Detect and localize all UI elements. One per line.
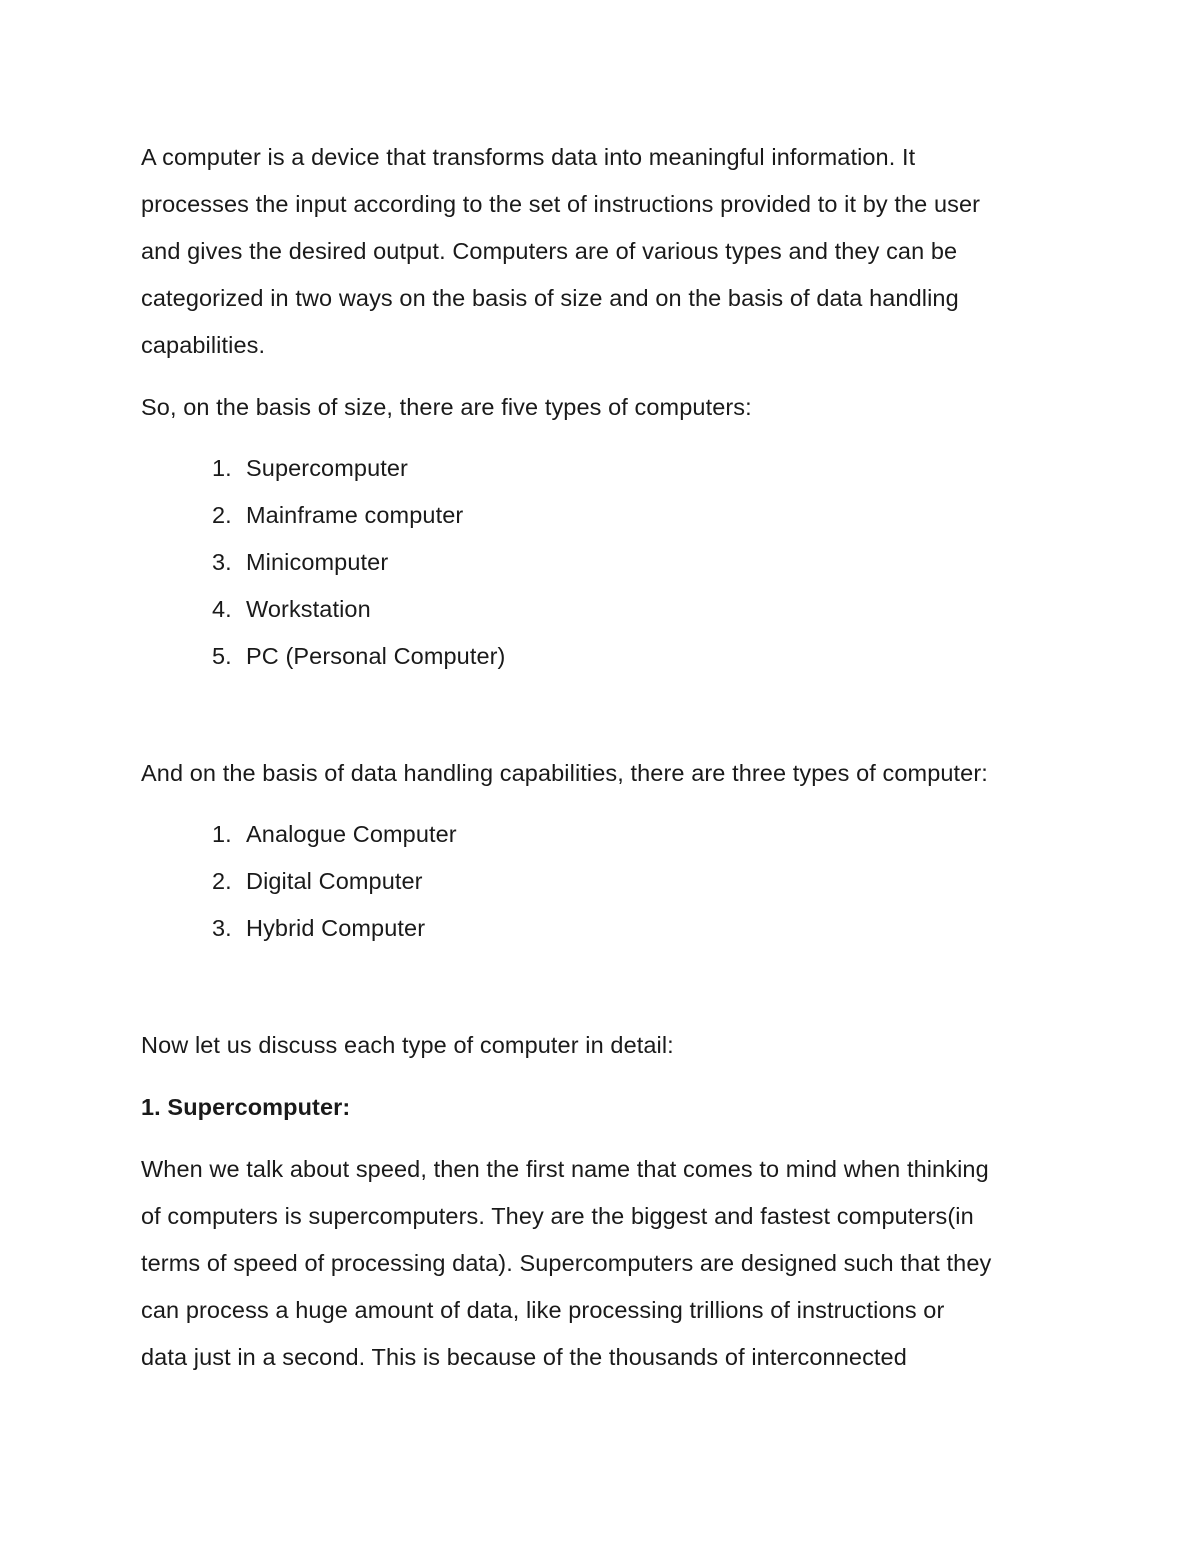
list-number: 3. <box>212 549 232 575</box>
list-number: 2. <box>212 502 232 528</box>
intro-line: A computer is a device that transforms data into meaningful information. It <box>141 144 916 170</box>
list-number: 3. <box>212 915 232 941</box>
list-number: 2. <box>212 868 232 894</box>
supercomputer-line: can process a huge amount of data, like processing trillions of instructions or <box>141 1297 945 1323</box>
list-item <box>141 492 1071 539</box>
supercomputer-line: data just in a second. This is because of the thousands of interconnected <box>141 1344 907 1370</box>
list-item <box>141 633 1071 680</box>
supercomputer-line: of computers is supercomputers. They are the biggest and fastest computers(in <box>141 1203 974 1229</box>
section-heading-supercomputer: 1. Supercomputer: <box>141 1094 351 1120</box>
list-item <box>141 811 1071 858</box>
list-number: 5. <box>212 643 232 669</box>
list-label: Hybrid Computer <box>246 915 426 941</box>
supercomputer-line: When we talk about speed, then the first name that comes to mind when thinking <box>141 1156 989 1182</box>
document-body <box>141 134 1071 1381</box>
intro-line: and gives the desired output. Computers are of various types and they can be <box>141 238 958 264</box>
list-label: Supercomputer <box>246 455 408 481</box>
data-handling-types-lead: And on the basis of data handling capabilities, there are three types of computer: <box>141 760 988 786</box>
list-number: 4. <box>212 596 232 622</box>
list-number: 1. <box>212 821 232 847</box>
list-label: Workstation <box>246 596 371 622</box>
list-label: Mainframe computer <box>246 502 464 528</box>
list-item <box>141 445 1071 492</box>
supercomputer-paragraph <box>141 1146 1071 1381</box>
list-item <box>141 858 1071 905</box>
size-types-lead: So, on the basis of size, there are five types of computers: <box>141 394 752 420</box>
list-label: Digital Computer <box>246 868 423 894</box>
list-label: Minicomputer <box>246 549 389 575</box>
list-label: PC (Personal Computer) <box>246 643 506 669</box>
list-item <box>141 539 1071 586</box>
intro-line: processes the input according to the set of instructions provided to it by the user <box>141 191 981 217</box>
data-handling-types-list <box>141 811 1071 952</box>
detail-lead: Now let us discuss each type of computer in detail: <box>141 1032 674 1058</box>
supercomputer-line: terms of speed of processing data). Supercomputers are designed such that they <box>141 1250 992 1276</box>
intro-paragraph <box>141 134 1071 369</box>
size-types-list <box>141 445 1071 680</box>
list-item <box>141 905 1071 952</box>
list-item <box>141 586 1071 633</box>
list-number: 1. <box>212 455 232 481</box>
list-label: Analogue Computer <box>246 821 457 847</box>
intro-line: categorized in two ways on the basis of size and on the basis of data handling <box>141 285 959 311</box>
intro-line: capabilities. <box>141 332 266 358</box>
